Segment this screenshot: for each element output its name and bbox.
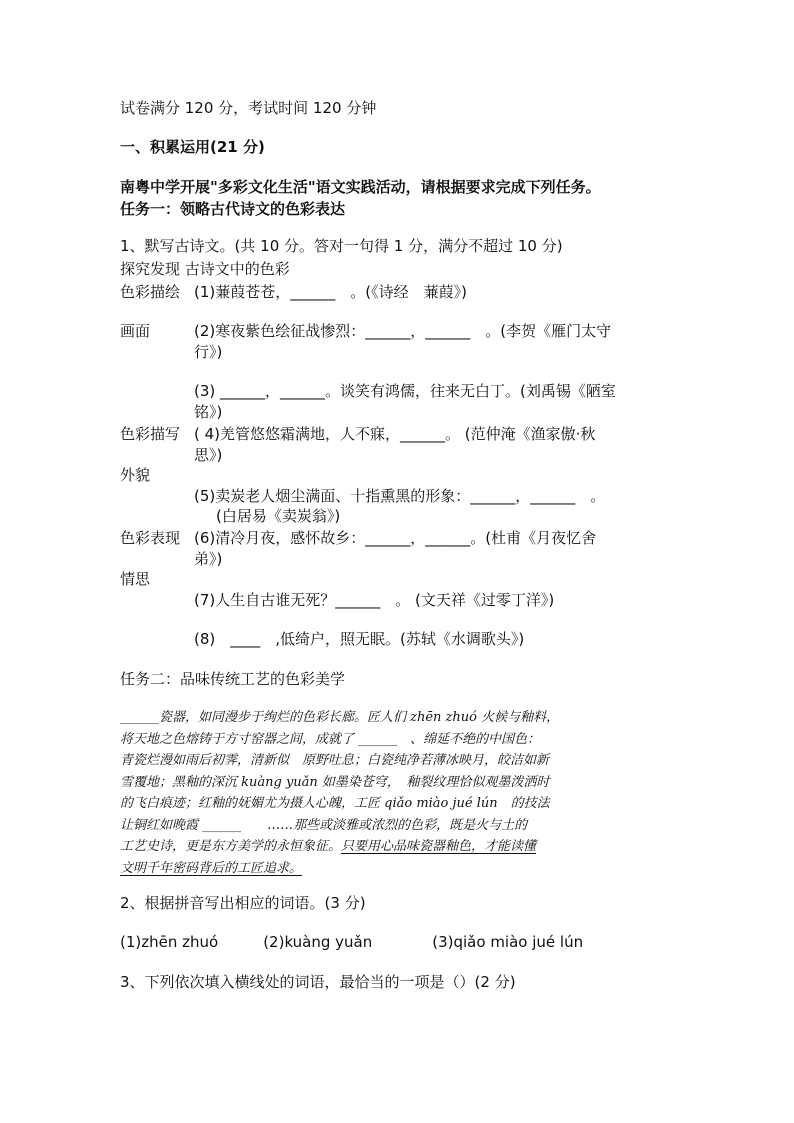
q1-item-1: (1)蒹葭苍苍，______ 。(《诗经 蒹葭》) [194, 283, 467, 301]
underlined-sentence: 只要用心品味瓷器釉色，才能读懂 [341, 839, 537, 854]
q2-title: 2、根据拼音写出相应的词语。(3 分) [120, 894, 366, 912]
passage-line: ______瓷器，如同漫步于绚烂的色彩长廊。匠人们 zhēn zhuó 火候与釉料， [120, 710, 560, 725]
q1-item-5-cont: (白居易《卖炭翁》) [216, 507, 341, 525]
passage-line: 让铜红如晚霞 ______ ……那些或淡雅或浓烈的色彩，既是火与土的 [120, 817, 528, 833]
passage-line [120, 836, 680, 858]
row-label-color-depiction: 色彩描绘 [120, 283, 181, 301]
passage-line: 青瓷烂漫如雨后初霁，清新似 原野吐息；白瓷纯净若薄冰映月，皎洁如新 [120, 753, 550, 768]
reading-passage [120, 707, 680, 879]
q1-item-6-cont: 弟》) [194, 550, 223, 568]
q1-item-2: (2)寒夜紫色绘征战惨烈：______，______ 。(李贺《雁门太守 [194, 322, 612, 340]
q1-item-3-cont: 铭》) [194, 403, 223, 421]
section-intro: 南粤中学开展"多彩文化生活"语文实践活动，请根据要求完成下列任务。 [120, 178, 601, 196]
q1-item-2-cont: 行》) [194, 343, 223, 361]
task1-title: 任务一：领略古代诗文的色彩表达 [120, 200, 346, 218]
q3-title: 3、下列依次填入横线处的词语，最恰当的一项是（）(2 分) [120, 973, 516, 991]
q1-item-4-cont: 思》) [194, 446, 223, 464]
q1-item-5: (5)卖炭老人烟尘满面、十指熏黑的形象：______，______ 。 [194, 487, 606, 505]
passage-text: 工艺史诗，更是东方美学的永恒象征。 [120, 839, 342, 854]
row-label-scene: 画面 [120, 322, 151, 340]
q1-item-3: (3) ______，______。谈笑有鸿儒，往来无白丁。(刘禹锡《陋室 [194, 382, 616, 400]
q1-item-7: (7)人生自古谁无死？______ 。 (文天祥《过零丁洋》) [194, 591, 555, 609]
q1-item-4: ( 4)羌管悠悠霜满地，人不寐，______。 (范仲淹《渔家傲·秋 [194, 425, 596, 443]
row-label-color-description: 色彩描写 [120, 425, 181, 443]
task2-title: 任务二：品味传统工艺的色彩美学 [120, 670, 346, 688]
row-label-color-expression: 色彩表现 [120, 529, 181, 547]
q1-title: 1、默写古诗文。(共 10 分。答对一句得 1 分，满分不超过 10 分) [120, 237, 563, 255]
q2-items: (1)zhēn zhuó (2)kuàng yuǎn (3)qiǎo miào jué lún [120, 933, 584, 951]
exam-info: 试卷满分 120 分，考试时间 120 分钟 [120, 99, 377, 117]
passage-line: 雪覆地；黑釉的深沉 kuàng yuǎn 如墨染苍穹， 釉裂纹理恰似观墨泼洒时 [120, 774, 550, 790]
q1-item-6: (6)清冷月夜，感怀故乡：______，______。(杜甫《月夜忆舍 [194, 529, 597, 547]
q1-item-8: (8) ____ ,低绮户，照无眠。(苏轼《水调歌头》) [194, 630, 525, 648]
underlined-sentence-cont: 文明千年密码背后的工匠追求。 [120, 860, 303, 876]
passage-line: 的飞白痕迹；红釉的妩媚尤为摄人心魄，工匠 qiǎo miào jué lún 的技法 [120, 796, 550, 811]
row-label-appearance: 外貌 [120, 466, 151, 484]
section-title: 一、积累运用(21 分) [120, 138, 265, 156]
passage-line: 将天地之色熔铸于方寸窑器之间，成就了 ______ 、绵延不绝的中国色： [120, 731, 541, 747]
row-label-emotion: 情思 [120, 570, 151, 588]
q1-table-header: 探究发现 古诗文中的色彩 [120, 260, 290, 278]
